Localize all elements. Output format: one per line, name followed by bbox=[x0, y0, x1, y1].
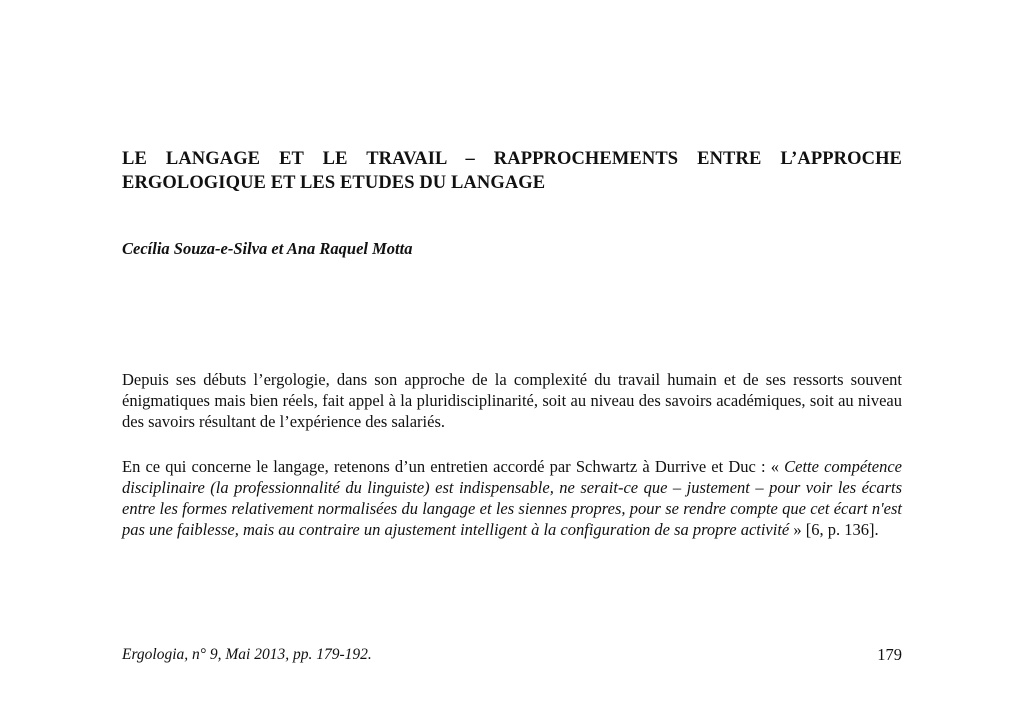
body-paragraph-1: Depuis ses débuts l’ergologie, dans son approche de la complexité du travail humain et de ses ressorts souvent énigmatiques mais bien réels, fait appel à la pluridisciplinarité, soit au niveau des savoirs académiques, soit au niveau des savoirs résultant de l’expérience des salariés. bbox=[122, 370, 902, 431]
article-title: LE LANGAGE ET LE TRAVAIL – RAPPROCHEMENTS ENTRE L’APPROCHE ERGOLOGIQUE ET LES ETUDES DU LANGAGE bbox=[122, 149, 902, 193]
page-number: 179 bbox=[877, 645, 902, 664]
paragraph-2-reference: » [6, p. 136]. bbox=[789, 520, 879, 539]
article-authors: Cecília Souza-e-Silva et Ana Raquel Motta bbox=[122, 239, 413, 258]
paragraph-2-intro: En ce qui concerne le langage, retenons d’un entretien accordé par Schwartz à Durrive et Duc : « bbox=[122, 457, 785, 476]
quotation: Cette compétence disciplinaire (la professionnalité du linguiste) est indispensable, ne serait-ce que – justement – pour voir les écarts entre les formes relativement normalisées du langage et les siennes propres, pour se rendre compte que cet écart n'est pas une faiblesse, mais au contraire un ajustement intelligent à la configuration de sa propre activité bbox=[122, 457, 902, 539]
footer-citation: Ergologia, n° 9, Mai 2013, pp. 179-192. bbox=[122, 646, 372, 663]
body-paragraph-2 bbox=[122, 456, 902, 540]
